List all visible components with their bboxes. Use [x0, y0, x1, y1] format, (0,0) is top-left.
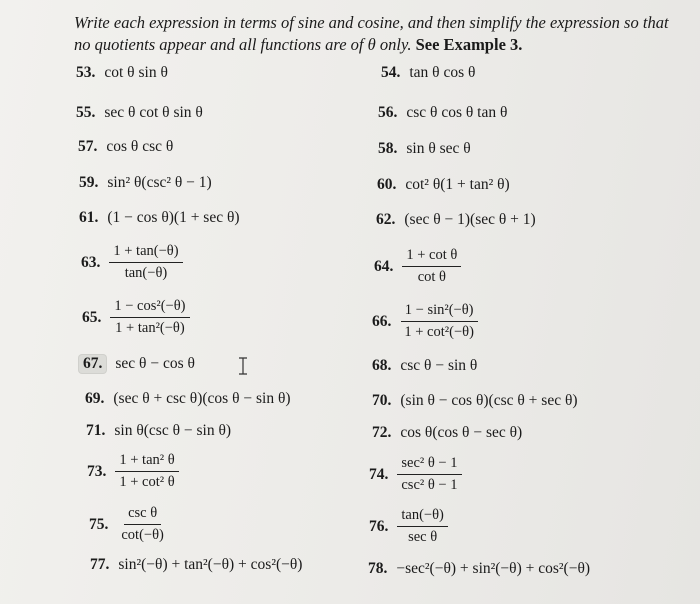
exercise-58: 58. sin θ sec θ [378, 140, 471, 157]
exercise-65: 65. $\frac{\text{1 − cos²(−θ)}}{\text{1 + tan²(−θ)}}$ [82, 298, 190, 337]
exercise-61: 61. (1 − cos θ)(1 + sec θ) [79, 209, 240, 226]
text-cursor-icon [238, 357, 248, 375]
exercise-60: 60. cot² θ(1 + tan² θ) [377, 176, 510, 193]
fraction: $\frac{\text{sec² θ − 1}}{\text{csc² θ − 1}}$ [397, 455, 461, 494]
exercise-63: 63. $\frac{1 + \tan(-\theta)}{\tan(-\theta)}$ [81, 243, 183, 282]
exercise-69: 69. (sec θ + csc θ)(cos θ − sin θ) [85, 390, 291, 407]
fraction: $\frac{\text{1 − cos²(−θ)}}{\text{1 + tan²(−θ)}}$ [110, 298, 189, 337]
exercise-66: 66. $\frac{\text{1 − sin²(−θ)}}{\text{1 + cot²(−θ)}}$ [372, 302, 478, 341]
exercise-75: 75. $\frac{\text{csc θ}}{\cot(-\theta)}$ [89, 505, 168, 544]
fraction: $\frac{1 + \tan(-\theta)}{\tan(-\theta)}$ [109, 243, 182, 282]
exercise-78: 78. −sec²(−θ) + sin²(−θ) + cos²(−θ) [368, 560, 591, 577]
exercise-59: 59. sin² θ(csc² θ − 1) [79, 174, 212, 191]
exercise-77: 77. sin²(−θ) + tan²(−θ) + cos²(−θ) [90, 556, 303, 573]
exercise-64: 64. $\frac{\text{1 + cot θ}}{\text{cot θ}}$ [374, 247, 461, 286]
fraction: $\frac{\text{1 + cot θ}}{\text{cot θ}}$ [402, 247, 461, 286]
instructions [74, 12, 679, 56]
exercise-72: 72. cos θ(cos θ − sec θ) [372, 424, 523, 441]
fraction: $\frac{\tan(-\theta)}{\text{sec θ}}$ [397, 507, 448, 546]
instruction-text: Write each expression in terms of sine and cosine, and then simplify the expression so that no quotients appear and all functions are of θ only. [74, 13, 669, 54]
exercise-57: 57. cos θ csc θ [78, 138, 174, 155]
exercise-56: 56. csc θ cos θ tan θ [378, 104, 508, 121]
exercise-67: 67. sec θ − cos θ [83, 355, 195, 373]
fraction: $\frac{\text{1 + tan² θ}}{\text{1 + cot² θ}}$ [115, 452, 178, 491]
see-example: See Example 3. [415, 35, 523, 54]
exercise-68: 68. csc θ − sin θ [372, 357, 478, 374]
exercise-53: 53. cot θ sin θ [76, 64, 168, 81]
exercise-71: 71. sin θ(csc θ − sin θ) [86, 422, 232, 439]
highlighted-number: 67. [79, 355, 106, 373]
exercise-73: 73. $\frac{\text{1 + tan² θ}}{\text{1 + cot² θ}}$ [87, 452, 179, 491]
exercise-62: 62. (sec θ − 1)(sec θ + 1) [376, 211, 536, 228]
fraction: $\frac{\text{1 − sin²(−θ)}}{\text{1 + cot²(−θ)}}$ [400, 302, 478, 341]
fraction: $\frac{\text{csc θ}}{\cot(-\theta)}$ [121, 505, 164, 543]
exercise-74: 74. $\frac{\text{sec² θ − 1}}{\text{csc² θ − 1}}$ [369, 455, 462, 494]
exercise-55: 55. sec θ cot θ sin θ [76, 104, 203, 121]
exercise-76: 76. $\frac{\tan(-\theta)}{\text{sec θ}}$ [369, 507, 448, 546]
exercise-54: 54. tan θ cos θ [381, 64, 476, 81]
exercise-70: 70. (sin θ − cos θ)(csc θ + sec θ) [372, 392, 578, 409]
